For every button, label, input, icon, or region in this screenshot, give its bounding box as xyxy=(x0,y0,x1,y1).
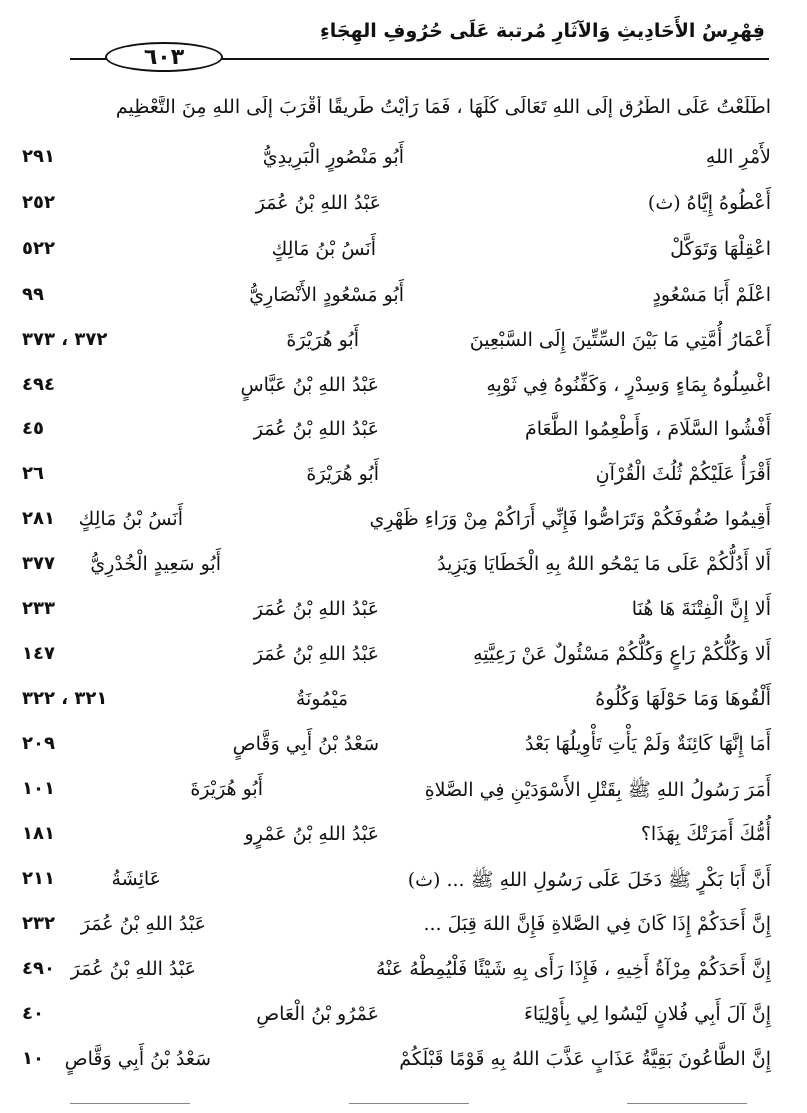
index-entry xyxy=(22,598,771,638)
page-references: ١٠ xyxy=(22,1048,44,1069)
page-references: ٤٠ xyxy=(22,1003,44,1024)
footer-rules xyxy=(70,1103,747,1105)
index-entry xyxy=(22,284,771,324)
narrator: عَبْدُ اللهِ بْنُ عُمَرَ xyxy=(253,418,379,440)
page-references: ٣٧٧ xyxy=(22,553,55,574)
index-entry xyxy=(22,329,771,369)
narrator: عَبْدُ اللهِ بْنُ عُمَرَ xyxy=(253,598,379,620)
hadith-text: إِنَّ الطَّاعُونَ بَقِيَّةُ عَذَابٍ عَذَّبَ اللهُ بِهِ قَوْمًا قَبْلَكُمْ xyxy=(399,1048,771,1070)
index-entry xyxy=(22,192,771,232)
page-references: ٣٧٢ ، ٣٧٣ xyxy=(22,329,108,350)
narrator: عَمْرُو بْنُ الْعَاصِ xyxy=(256,1003,379,1025)
index-entry xyxy=(22,688,771,728)
hadith-text: إِنَّ أَحَدَكُمْ مِرْآةُ أَخِيهِ ، فَإِذَا رَأَى بِهِ شَيْئًا فَلْيُمِطْهُ عَنْهُ xyxy=(376,958,771,980)
hadith-text: اعْلَمْ أَبَا مَسْعُودٍ xyxy=(652,284,771,306)
page-references: ١٨١ xyxy=(22,823,55,844)
index-entry xyxy=(22,1003,771,1043)
page-references: ١٠١ xyxy=(22,778,55,799)
page-references: ٢٠٩ xyxy=(22,733,55,754)
footer-rule xyxy=(627,1103,747,1105)
hadith-text: أَلا أَدُلُّكُمْ عَلَى مَا يَمْحُو اللهُ بِهِ الْخَطَايَا وَيَزِيدُ xyxy=(437,553,771,575)
hadith-text: أَلا وَكُلُّكُمْ رَاعٍ وَكُلُّكُمْ مَسْئُولٌ عَنْ رَعِيَّتِهِ xyxy=(473,643,771,665)
narrator: سَعْدُ بْنُ أَبِي وَقَّاصٍ xyxy=(232,733,379,755)
hadith-text: أَعْطُوهُ إِيَّاهُ (ث) xyxy=(647,192,771,214)
page-references: ٢٨١ xyxy=(22,508,55,529)
index-entry xyxy=(22,463,771,503)
hadith-text: أَقْرَأُ عَلَيْكُمْ ثُلُثَ الْقُرْآنِ xyxy=(595,463,771,485)
narrator: عَائِشَةُ xyxy=(111,868,161,890)
page-references: ٢٩١ xyxy=(22,146,55,167)
narrator: أَنَسُ بْنُ مَالِكٍ xyxy=(271,238,376,260)
running-title: فِهْرِسُ الأَحَادِيثِ وَالآثَارِ مُرتبة عَلَى حُرُوفِ الهِجَاءِ xyxy=(320,20,765,42)
narrator: عَبْدُ اللهِ بْنُ عَمْرٍو xyxy=(244,823,379,845)
page-references: ٤٥ xyxy=(22,418,44,439)
hadith-text: إِنَّ أَحَدَكُمْ إِذَا كَانَ فِي الصَّلاةِ فَإِنَّ اللهَ قِبَلَ ... xyxy=(423,913,771,935)
page-references: ٢١١ xyxy=(22,868,55,889)
page-references: ١٤٧ xyxy=(22,643,55,664)
hadith-text: أَعْمَارُ أُمَّتِي مَا بَيْنَ السِّتِّينَ إِلَى السَّبْعِينَ xyxy=(469,329,771,351)
narrator: عَبْدُ اللهِ بْنُ عُمَرَ xyxy=(255,192,381,214)
hadith-text: أَمَرَ رَسُولُ اللهِ ﷺ بِقَتْلِ الأَسْوَدَيْنِ فِي الصَّلاةِ xyxy=(424,779,771,801)
footer-rule xyxy=(349,1103,469,1105)
index-entry xyxy=(22,958,771,998)
index-entry xyxy=(22,1048,771,1088)
hadith-text: أُمُّكَ أَمَرَتْكَ بِهَذَا؟ xyxy=(640,823,771,845)
narrator: عَبْدُ اللهِ بْنُ عُمَرَ xyxy=(253,643,379,665)
index-entry xyxy=(22,238,771,278)
footer-rule xyxy=(70,1103,190,1105)
hadith-text: أَلا إِنَّ الْفِتْنَةَ هَا هُنَا xyxy=(631,598,771,620)
index-entry xyxy=(22,733,771,773)
page-references: ٢٣٣ xyxy=(22,598,55,619)
page-references: ٤٩٠ xyxy=(22,958,55,979)
narrator: أَبُو هُرَيْرَةَ xyxy=(306,463,379,485)
page-references: ٤٩٤ xyxy=(22,374,55,395)
narrator: أَبُو سَعِيدٍ الْخُدْرِيُّ xyxy=(90,553,221,575)
index-entry xyxy=(22,868,771,908)
hadith-text: أَمَا إِنَّهَا كَائِنَةٌ وَلَمْ يَأْتِ تَأْوِيلُهَا بَعْدُ xyxy=(524,733,771,755)
index-entry xyxy=(22,913,771,953)
intro-line: اطَّلَعْتُ عَلَى الطُّرُقِ إِلَى اللهِ تَعَالَى كُلِّهَا ، فَمَا رَأَيْتُ طَرِيقًا أَقْرَبَ إِلَى اللهِ مِنَ التَّعْظِيمِ xyxy=(115,96,771,118)
narrator: مَيْمُونَةُ xyxy=(295,688,348,710)
index-entry xyxy=(22,374,771,414)
page-references: ٢٣٢ xyxy=(22,913,55,934)
narrator: أَبُو مَنْصُورٍ الْبَرِيدِيُّ xyxy=(262,146,404,168)
page-references: ٢٦ xyxy=(22,463,44,484)
hadith-text: أَفْشُوا السَّلَامَ ، وَأَطْعِمُوا الطَّعَامَ xyxy=(524,418,771,440)
narrator: سَعْدُ بْنُ أَبِي وَقَّاصٍ xyxy=(64,1048,211,1070)
index-entry xyxy=(22,508,771,548)
page-references: ٩٩ xyxy=(22,284,44,305)
narrator: أَبُو هُرَيْرَةَ xyxy=(190,778,263,800)
narrator: عَبْدُ اللهِ بْنُ عَبَّاسٍ xyxy=(240,374,379,396)
narrator: أَبُو هُرَيْرَةَ xyxy=(286,329,359,351)
narrator: أَنَسُ بْنُ مَالِكٍ xyxy=(78,508,183,530)
hadith-text: إِنَّ آلَ أَبِي فُلانٍ لَيْسُوا لِي بِأَوْلِيَاءَ xyxy=(523,1003,771,1025)
page-references: ٣٢١ ، ٣٢٢ xyxy=(22,688,108,709)
narrator: أَبُو مَسْعُودٍ الأَنْصَارِيُّ xyxy=(249,284,404,306)
narrator: عَبْدُ اللهِ بْنُ عُمَرَ xyxy=(80,913,206,935)
hadith-text: اعْقِلْهَا وَتَوَكَّلْ xyxy=(670,238,771,260)
index-entry xyxy=(22,146,771,186)
hadith-text: أَقِيمُوا صُفُوفَكُمْ وَتَرَاصُّوا فَإِنِّي أَرَاكُمْ مِنْ وَرَاءِ ظَهْرِي xyxy=(369,508,771,530)
page-number: ٦٠٣ xyxy=(143,44,185,70)
hadith-text: لأَمْرِ اللهِ xyxy=(705,146,771,168)
index-entry xyxy=(22,418,771,458)
hadith-text: اغْسِلُوهُ بِمَاءٍ وَسِدْرٍ ، وَكَفِّنُوهُ فِي ثَوْبِهِ xyxy=(486,374,771,396)
index-entry xyxy=(22,778,771,818)
index-entry xyxy=(22,553,771,593)
page-references: ٥٢٢ xyxy=(22,238,55,259)
index-entry xyxy=(22,643,771,683)
hadith-text: أَلْقُوهَا وَمَا حَوْلَهَا وَكُلُوهُ xyxy=(595,688,771,710)
narrator: عَبْدُ اللهِ بْنُ عُمَرَ xyxy=(70,958,196,980)
hadith-text: أَنَّ أَبَا بَكْرٍ ﷺ دَخَلَ عَلَى رَسُولِ اللهِ ﷺ ... (ث) xyxy=(407,869,771,891)
page-number-oval xyxy=(105,42,223,72)
page-references: ٢٥٢ xyxy=(22,192,55,213)
index-entry xyxy=(22,823,771,863)
